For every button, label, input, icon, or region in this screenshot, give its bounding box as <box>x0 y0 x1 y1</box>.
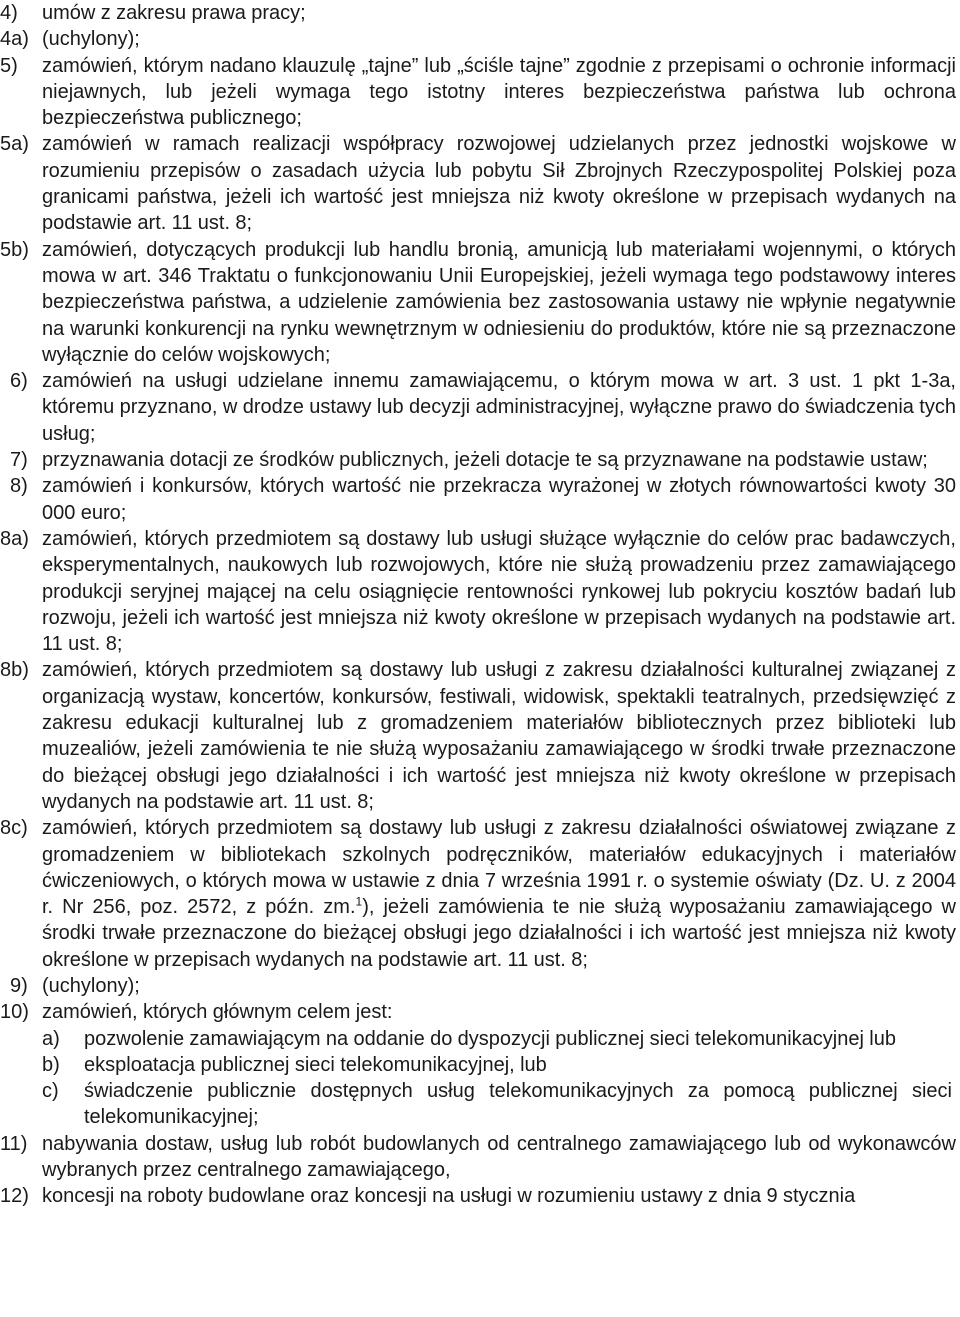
item-text: zamówień, których przedmiotem są dostawy lub usługi z zakresu działalności kulturalnej związanej z organizacją wystaw, koncertów, konkursów, festiwali, widowisk, spektakli teatralnych, przedsięwzięć z zakresu edukacji kulturalnej lub z gromadzeniem materiałów bibliotecznych przez biblioteki lub muzealiów, jeżeli zamówienia te nie służą wyposażaniu zamawiającego w środki trwałe przeznaczone do bieżącej obsługi jego działalności i ich wartość jest mniejsza niż kwoty określone w przepisach wydanych na podstawie art. 11 ust. 8; <box>42 659 956 813</box>
item-number: 8b) <box>0 659 29 682</box>
list-item <box>0 53 960 132</box>
item-number: 4) <box>0 2 18 24</box>
item-text: nabywania dostaw, usług lub robót budowlanych od centralnego zamawiającego lub od wykonawców wybranych przez centralnego zamawiającego, <box>42 1132 956 1182</box>
list-item <box>0 368 960 447</box>
sub-item-text: świadczenie publicznie dostępnych usług telekomunikacyjnych za pomocą publicznej sieci telekomunikacyjnej; <box>84 1080 952 1129</box>
item-number: 8a) <box>0 527 29 550</box>
list-item <box>0 131 960 236</box>
item-text: zamówień na usługi udzielane innemu zamawiającemu, o którym mowa w art. 3 ust. 1 pkt 1-3a, któremu przyznano, w drodze ustawy lub decyzji administracyjnej, wyłączne prawo do świadczenia tych usług; <box>42 370 956 445</box>
item-text: umów z zakresu prawa pracy; <box>42 2 306 24</box>
list-item <box>0 26 960 52</box>
sub-item-text: pozwolenie zamawiającym na oddanie do dyspozycji publicznej sieci telekomunikacyjnej lub <box>84 1027 896 1050</box>
sub-item-letter: b) <box>42 1053 60 1076</box>
list-item <box>0 1183 960 1209</box>
sub-item-letter: a) <box>42 1027 60 1050</box>
sub-item <box>42 1026 956 1052</box>
list-item <box>0 1131 960 1184</box>
item-number: 7) <box>10 449 28 472</box>
item-number: 10) <box>0 1001 29 1024</box>
item-text: (uchylony); <box>42 974 140 997</box>
footnote-reference: 1 <box>355 894 363 909</box>
item-number: 12) <box>0 1185 29 1208</box>
item-text: zamówień, których głównym celem jest: <box>42 1001 393 1024</box>
item-number: 4a) <box>0 28 29 51</box>
item-number: 8c) <box>0 817 28 840</box>
list-item <box>0 526 960 657</box>
item-number: 11) <box>0 1132 28 1155</box>
list-item <box>0 0 960 26</box>
item-number: 6) <box>10 370 28 393</box>
item-number: 9) <box>10 974 28 997</box>
list-item <box>0 473 960 526</box>
sub-item-text: eksploatacja publicznej sieci telekomunikacyjnej, lub <box>84 1053 547 1076</box>
sub-item <box>42 1078 956 1131</box>
item-text: koncesji na roboty budowlane oraz koncesji na usługi w rozumieniu ustawy z dnia 9 stycznia <box>42 1185 856 1208</box>
list-item <box>0 237 960 368</box>
list-item <box>0 815 960 973</box>
sub-list <box>42 1026 956 1131</box>
item-text-after: ), jeżeli zamówienia te nie służą wyposażaniu zamawiającego w środki trwałe przeznaczone do bieżącej obsługi jego działalności i ich wartość jest mniejsza niż kwoty określone w przepisach wydanych na podstawie art. 11 ust. 8; <box>42 896 956 971</box>
item-text: zamówień i konkursów, których wartość nie przekracza wyrażonej w złotych równowartości kwoty 30 000 euro; <box>42 475 956 524</box>
item-text: przyznawania dotacji ze środków publicznych, jeżeli dotacje te są przyznawane na podstawie ustaw; <box>42 449 928 472</box>
item-number: 8) <box>10 475 28 498</box>
item-text-before: zamówień, których przedmiotem są dostawy lub usługi z zakresu działalności oświatowej związane z gromadzeniem w bibliotekach szkolnych podręczników, materiałów edukacyjnych i materiałów ćwiczeniowych, o których mowa w ustawie z dnia 7 września 1991 r. o systemie oświaty (Dz. U. z 2004 r. Nr 256, poz. 2572, z późn. zm. <box>42 817 956 919</box>
item-text: (uchylony); <box>42 28 140 51</box>
item-number: 5b) <box>0 238 29 261</box>
item-text: zamówień, którym nadano klauzulę „tajne” lub „ściśle tajne” zgodnie z przepisami o ochronie informacji niejawnych, lub jeżeli wymaga tego istotny interes bezpieczeństwa państwa lub ochrona bezpieczeństwa publicznego; <box>42 54 956 130</box>
item-number: 5a) <box>0 133 29 156</box>
sub-item-letter: c) <box>42 1080 59 1103</box>
item-text: zamówień, dotyczących produkcji lub handlu bronią, amunicją lub materiałami wojennymi, o których mowa w art. 346 Traktatu o funkcjonowaniu Unii Europejskiej, jeżeli wymaga tego podstawowy interes bezpieczeństwa państwa, a udzielenie zamówienia bez zastosowania ustawy nie wpłynie negatywnie na warunki konkurencji na rynku wewnętrznym w odniesieniu do produktów, które nie są przeznaczone wyłącznie do celów wojskowych; <box>42 238 956 366</box>
item-text: zamówień, których przedmiotem są dostawy lub usługi służące wyłącznie do celów prac badawczych, eksperymentalnych, naukowych lub rozwojowych, które nie służą prowadzeniu przez zamawiającego produkcji seryjnej mającej na celu osiągnięcie rentowności rynkowej lub pokryciu kosztów badań lub rozwoju, jeżeli ich wartość jest mniejsza niż kwoty określone w przepisach wydanych na podstawie art. 11 ust. 8; <box>42 527 956 656</box>
list-item <box>0 973 960 999</box>
list-item <box>0 657 960 815</box>
list-item <box>0 447 960 473</box>
list-item <box>0 999 960 1130</box>
item-text: zamówień w ramach realizacji współpracy rozwojowej udzielanych przez jednostki wojskowe w rozumieniu przepisów o zasadach użycia lub pobytu Sił Zbrojnych Rzeczypospolitej Polskiej poza granicami państwa, jeżeli ich wartość jest mniejsza niż kwoty określone w przepisach wydanych na podstawie art. 11 ust. 8; <box>42 133 956 235</box>
sub-item <box>42 1052 956 1078</box>
item-number: 5) <box>0 54 18 77</box>
